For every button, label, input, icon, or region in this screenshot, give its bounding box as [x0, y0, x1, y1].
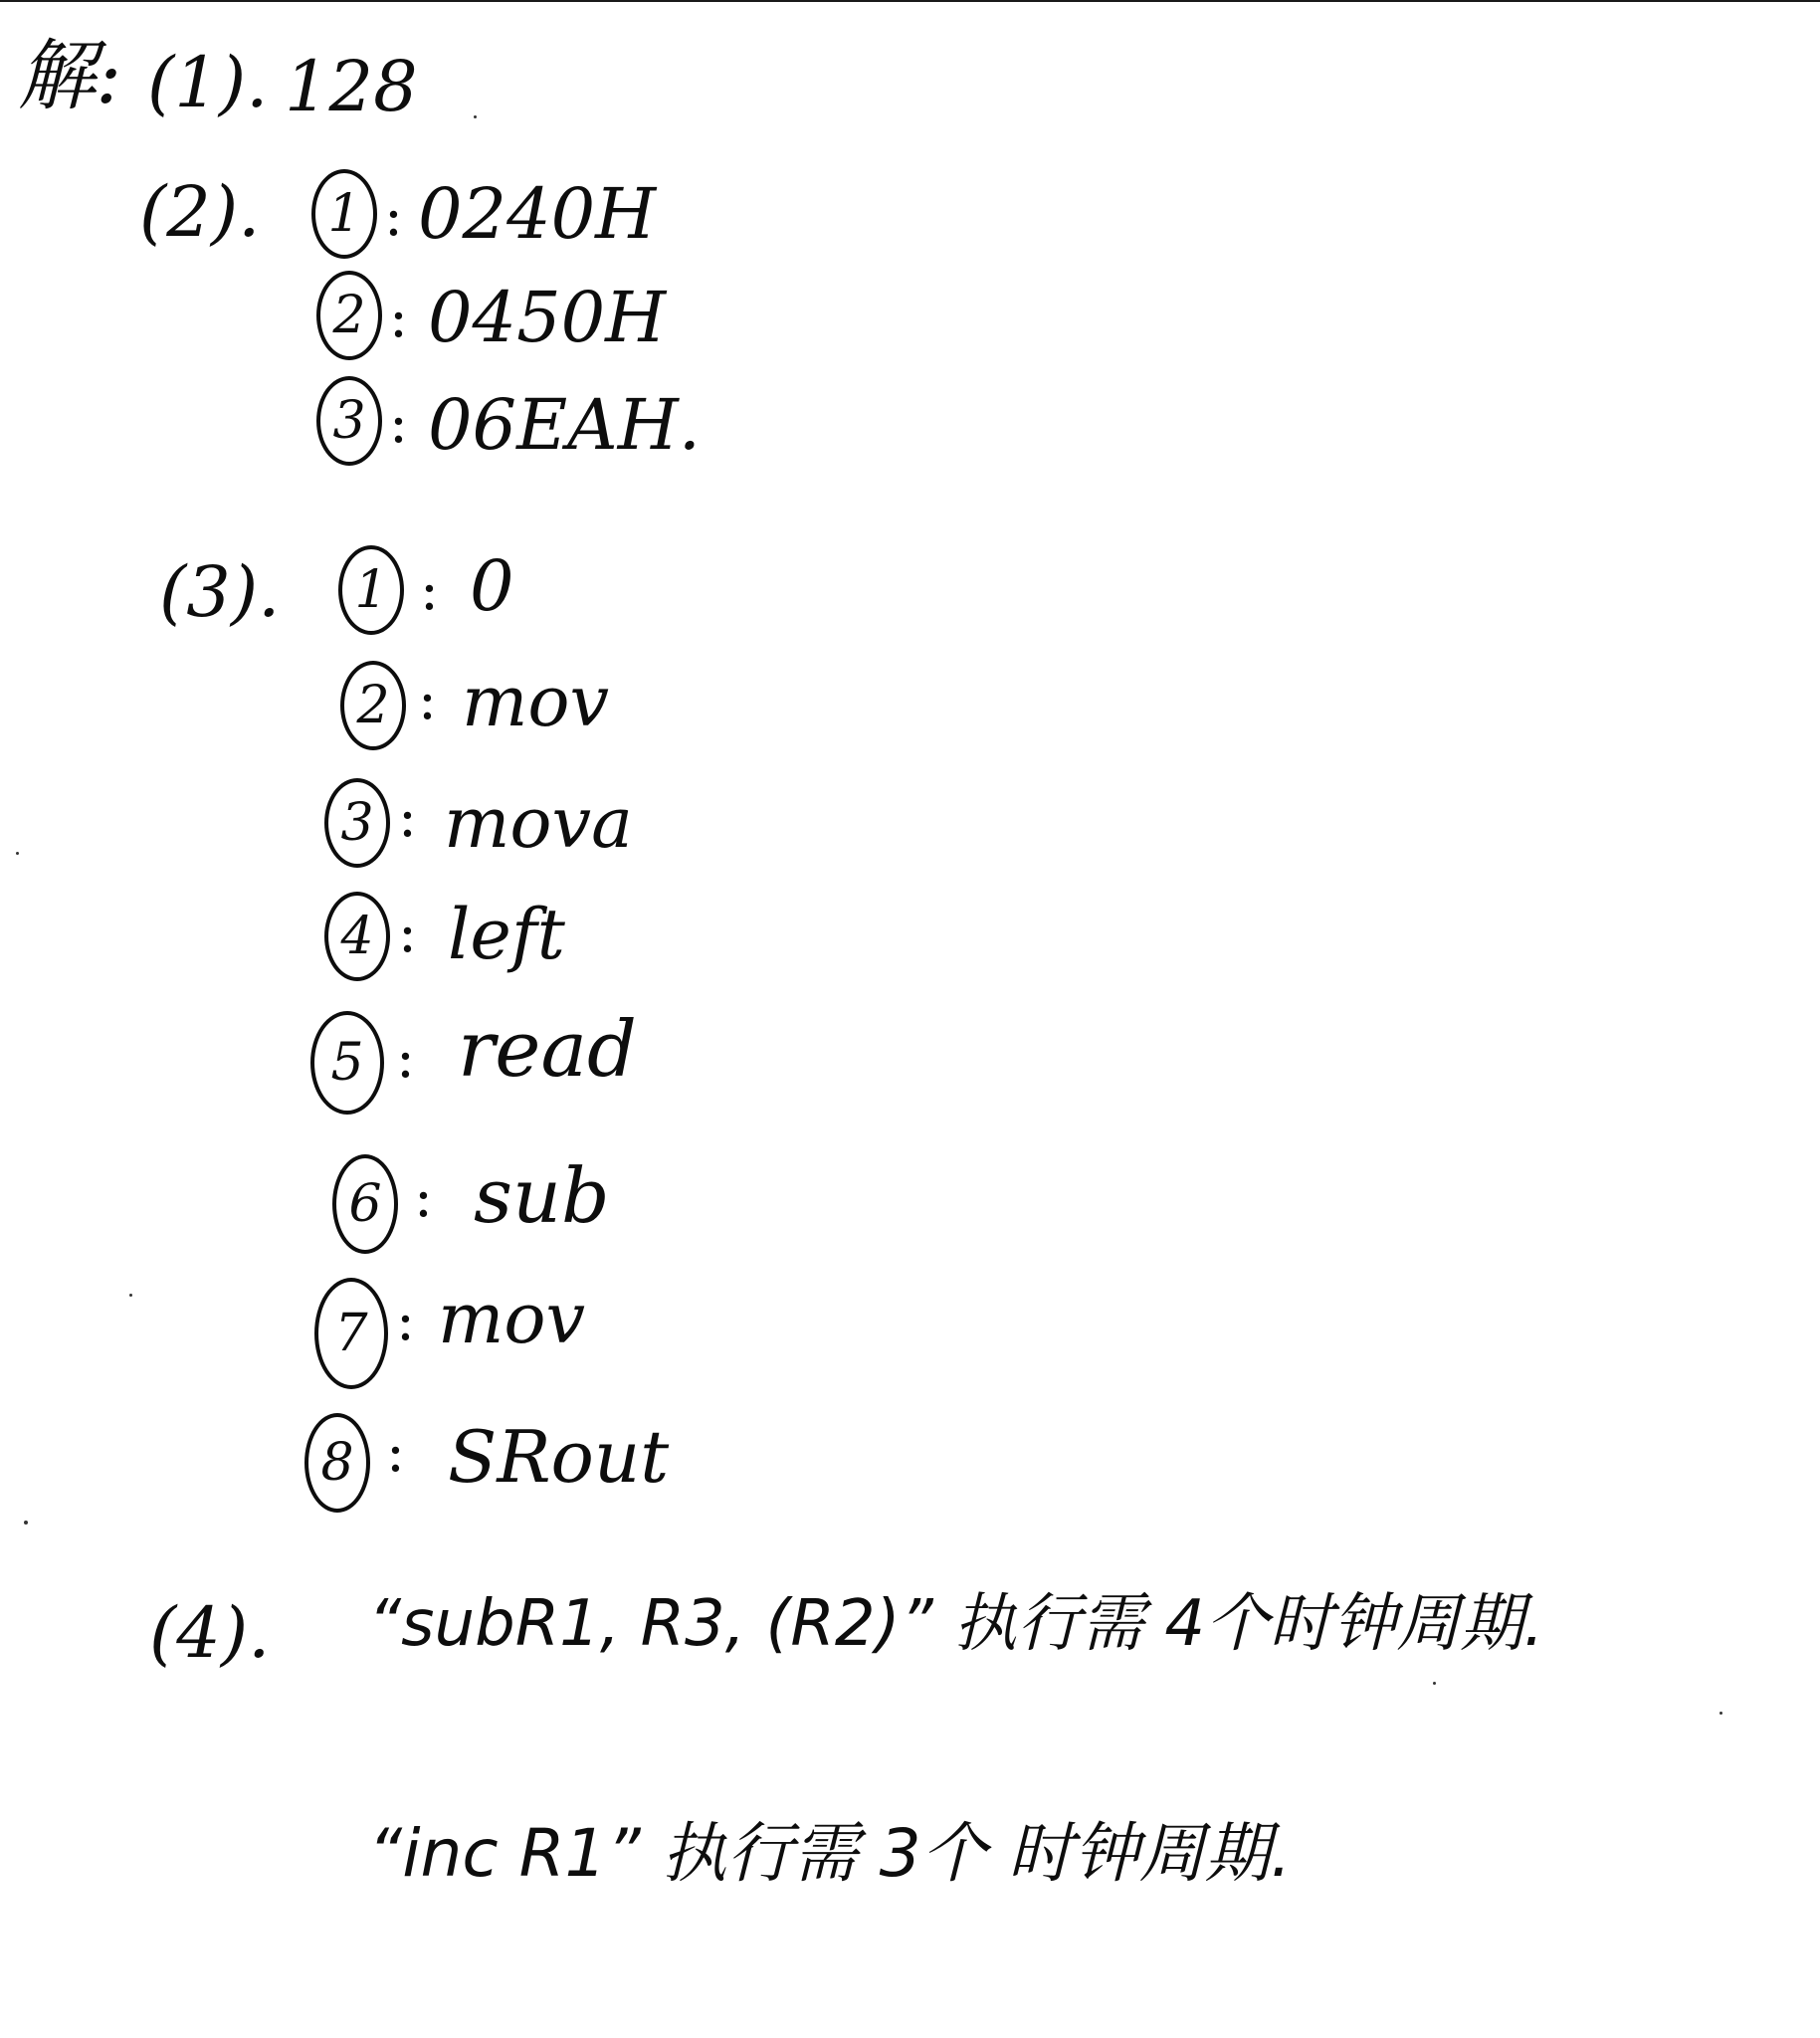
q2-item-3-colon: : [389, 391, 408, 456]
page-top-edge [0, 0, 1820, 2]
q4-label: (4). [149, 1592, 271, 1674]
q2-item-2-colon: : [389, 286, 408, 350]
q4-line-2: “inc R1” 执行需 3个 时钟周期. [368, 1815, 1292, 1892]
q3-item-8-marker: 8 [304, 1413, 370, 1513]
q3-item-5-marker: 5 [310, 1011, 384, 1115]
q3-item-7-marker: 7 [314, 1278, 388, 1389]
q3-item-1-marker: 1 [338, 545, 404, 635]
q2-item-1-marker: 1 [311, 169, 377, 259]
scan-speck [474, 115, 477, 118]
q3-item-2-colon: : [418, 668, 437, 732]
q3-item-2-marker: 2 [340, 661, 406, 750]
q3-item-7-colon: : [396, 1289, 415, 1353]
q2-label: (2). [139, 171, 261, 253]
q1-label: (1). [147, 42, 269, 123]
q3-item-8-value: SRout [448, 1415, 670, 1499]
q3-item-7-value: mov [438, 1278, 586, 1359]
q3-item-4-marker: 4 [324, 892, 390, 981]
q3-item-5-colon: : [396, 1026, 415, 1091]
q3-item-3-colon: : [398, 785, 417, 850]
q2-item-3-value: 06EAH. [428, 384, 702, 466]
q3-item-1-value: 0 [470, 545, 514, 627]
scan-speck [16, 852, 19, 855]
scan-speck [1433, 1682, 1436, 1685]
q3-item-6-colon: : [414, 1165, 433, 1230]
q3-item-8-colon: : [386, 1420, 405, 1485]
q3-item-4-value: left [448, 894, 565, 975]
scan-speck [24, 1521, 28, 1525]
q3-item-6-marker: 6 [332, 1154, 398, 1254]
scan-speck [1719, 1712, 1722, 1715]
solution-label: 解: [18, 32, 122, 121]
q3-item-4-colon: : [398, 901, 417, 965]
q3-label: (3). [159, 551, 281, 633]
q4-line-1: “subR1, R3, (R2)” 执行需 4个时钟周期. [368, 1587, 1544, 1661]
q2-item-2-value: 0450H [428, 277, 667, 358]
q3-item-1-colon: : [420, 558, 439, 623]
q3-item-5-value: read [458, 1005, 637, 1095]
q2-item-3-marker: 3 [316, 376, 382, 466]
q2-item-1-value: 0240H [418, 173, 657, 255]
q3-item-6-value: sub [474, 1151, 610, 1240]
q2-item-1-colon: : [384, 184, 403, 249]
q1-answer: 128 [285, 46, 418, 127]
q3-item-3-value: mova [444, 782, 633, 864]
q3-item-3-marker: 3 [324, 778, 390, 868]
q2-item-2-marker: 2 [316, 271, 382, 360]
q3-item-2-value: mov [462, 661, 610, 742]
scan-speck [129, 1294, 132, 1297]
